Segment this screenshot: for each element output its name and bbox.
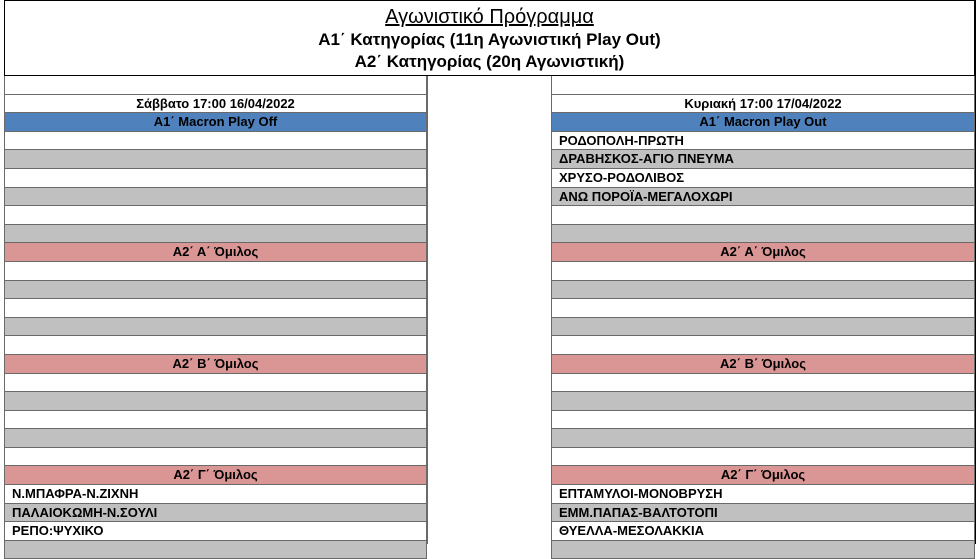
- match-row[interactable]: [4, 374, 427, 393]
- match-label: ΕΜΜ.ΠΑΠΑΣ-ΒΑΛΤΟΤΟΠΙ: [559, 504, 718, 520]
- match-row[interactable]: [4, 150, 427, 169]
- match-row[interactable]: [4, 429, 427, 448]
- match-row[interactable]: [551, 448, 975, 467]
- blank-row[interactable]: [4, 76, 427, 95]
- match-label: ΔΡΑΒΗΣΚΟΣ-ΑΓΙΟ ΠΝΕΥΜΑ: [559, 151, 734, 167]
- a2-category-subtitle: Α2΄ Κατηγορίας (20η Αγωνιστική): [354, 52, 625, 71]
- match-row[interactable]: [551, 318, 975, 337]
- match-row[interactable]: [551, 392, 975, 411]
- section-a1-playoff: Α1΄ Macron Play Off: [4, 113, 427, 132]
- section-a2-group-c: Α2΄ Γ΄ Όμιλος: [4, 466, 427, 485]
- match-row[interactable]: [551, 169, 975, 188]
- match-row[interactable]: [551, 485, 975, 504]
- match-row[interactable]: [551, 206, 975, 225]
- match-row[interactable]: [551, 522, 975, 541]
- match-label: ΧΡΥΣΟ-ΡΟΔΟΛΙΒΟΣ: [559, 169, 685, 185]
- section-a2-group-b: Α2΄ Β΄ Όμιλος: [4, 355, 427, 374]
- match-row[interactable]: [551, 429, 975, 448]
- match-row[interactable]: [4, 169, 427, 188]
- match-row[interactable]: [4, 485, 427, 504]
- match-row[interactable]: [551, 281, 975, 300]
- schedule-title: Αγωνιστικό Πρόγραμμα: [385, 6, 594, 28]
- sunday-date-header: Κυριακή 17:00 17/04/2022: [551, 95, 975, 114]
- match-row[interactable]: [4, 522, 427, 541]
- match-row[interactable]: [4, 336, 427, 355]
- section-a2-group-b: Α2΄ Β΄ Όμιλος: [551, 355, 975, 374]
- section-a1-playout: Α1΄ Macron Play Out: [551, 113, 975, 132]
- match-row[interactable]: [551, 150, 975, 169]
- match-row[interactable]: [4, 225, 427, 244]
- match-row[interactable]: [4, 132, 427, 151]
- section-a2-group-c: Α2΄ Γ΄ Όμιλος: [551, 466, 975, 485]
- match-row[interactable]: [4, 392, 427, 411]
- sheet-right-edge: [975, 0, 976, 544]
- match-row[interactable]: [551, 262, 975, 281]
- match-row[interactable]: [551, 188, 975, 207]
- saturday-column: [4, 76, 427, 559]
- match-label: ΘΥΕΛΛΑ-ΜΕΣΟΛΑΚΚΙΑ: [559, 523, 705, 539]
- match-row[interactable]: [551, 411, 975, 430]
- match-row[interactable]: [4, 504, 427, 523]
- match-row[interactable]: [551, 374, 975, 393]
- column-gap-left-border: [427, 76, 428, 544]
- match-row[interactable]: [551, 299, 975, 318]
- match-row[interactable]: [551, 225, 975, 244]
- match-row[interactable]: [4, 318, 427, 337]
- match-row[interactable]: [551, 132, 975, 151]
- section-a2-group-a: Α2΄ Α΄ Όμιλος: [551, 243, 975, 262]
- schedule-title-block: [4, 0, 975, 75]
- match-row[interactable]: [4, 281, 427, 300]
- match-row[interactable]: [4, 299, 427, 318]
- match-row[interactable]: [4, 188, 427, 207]
- match-label: ΑΝΩ ΠΟΡΟΪΑ-ΜΕΓΑΛΟΧΩΡΙ: [559, 188, 733, 204]
- match-row[interactable]: [551, 504, 975, 523]
- match-row[interactable]: [4, 262, 427, 281]
- a1-category-subtitle: Α1΄ Κατηγορίας (11η Αγωνιστική Play Out): [318, 30, 661, 49]
- match-row[interactable]: [551, 336, 975, 355]
- blank-row[interactable]: [551, 76, 975, 95]
- saturday-date-header: Σάββατο 17:00 16/04/2022: [4, 95, 427, 114]
- match-label: ΡΟΔΟΠΟΛΗ-ΠΡΩΤΗ: [559, 132, 684, 148]
- match-label: ΕΠΤΑΜΥΛΟΙ-ΜΟΝΟΒΡΥΣΗ: [559, 486, 723, 502]
- match-label: Ν.ΜΠΑΦΡΑ-Ν.ΖΙΧΝΗ: [12, 486, 139, 502]
- match-label: ΠΑΛΑΙΟΚΩΜΗ-Ν.ΣΟΥΛΙ: [12, 504, 158, 520]
- match-label: ΡΕΠΟ:ΨΥΧΙΚΟ: [12, 523, 104, 539]
- match-row[interactable]: [4, 448, 427, 467]
- section-a2-group-a: Α2΄ Α΄ Όμιλος: [4, 243, 427, 262]
- match-row[interactable]: [4, 411, 427, 430]
- match-row[interactable]: [4, 206, 427, 225]
- sunday-column: [551, 76, 975, 559]
